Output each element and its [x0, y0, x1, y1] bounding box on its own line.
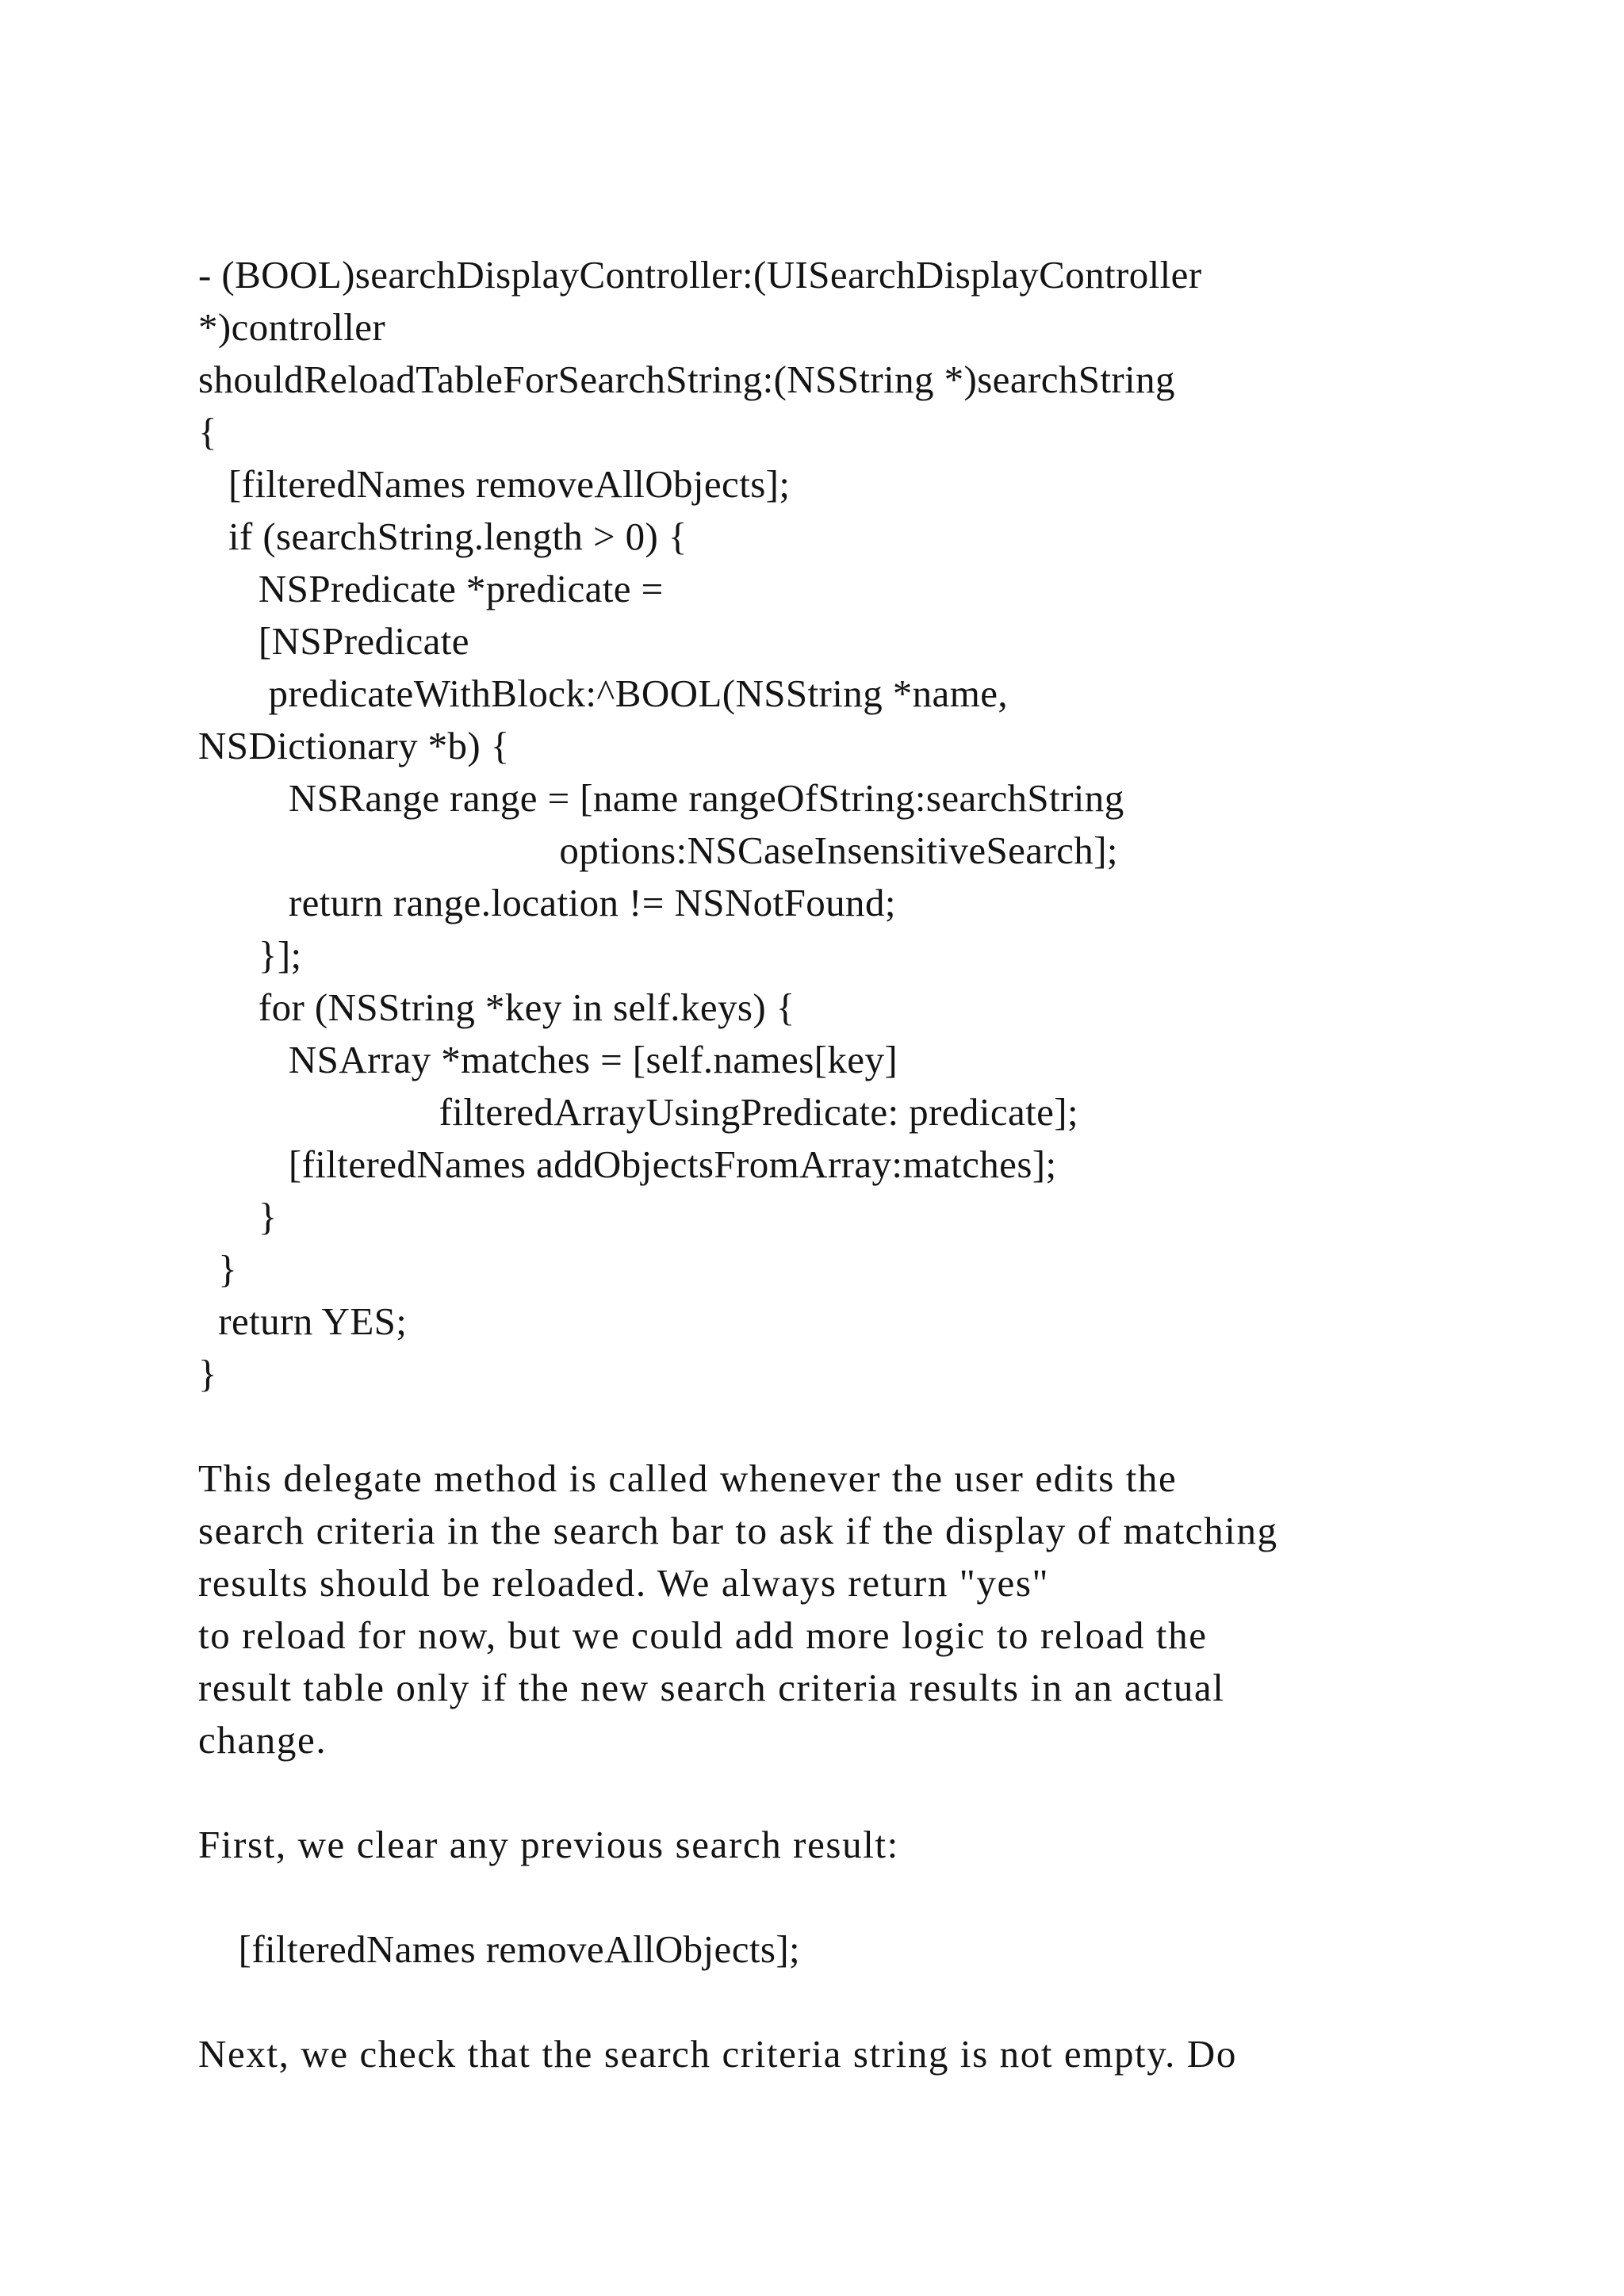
paragraph-line: search criteria in the search bar to ask if the display of matching — [198, 1509, 1278, 1552]
code-line: return range.location != NSNotFound; — [198, 881, 896, 924]
code-line: }]; — [198, 933, 302, 977]
paragraph-line: to reload for now, but we could add more logic to reload the — [198, 1613, 1208, 1657]
code-line: } — [198, 1195, 278, 1238]
paragraph-line: result table only if the new search criteria results in an actual — [198, 1666, 1225, 1709]
code-line: return YES; — [198, 1299, 408, 1343]
code-line: NSDictionary *b) { — [198, 724, 510, 767]
code-line: NSPredicate *predicate = — [198, 567, 664, 610]
code-line: for (NSString *key in self.keys) { — [198, 985, 795, 1029]
paragraph-line: This delegate method is called whenever the user edits the — [198, 1456, 1178, 1500]
code-line: [filteredNames removeAllObjects]; — [198, 462, 791, 506]
code-line: options:NSCaseInsensitiveSearch]; — [198, 828, 1118, 872]
paragraph-line: change. — [198, 1718, 327, 1762]
code-line: { — [198, 410, 217, 453]
code-line: predicateWithBlock:^BOOL(NSString *name, — [198, 672, 1009, 715]
code-line: *)controller — [198, 305, 386, 349]
code-snippet: [filteredNames removeAllObjects]; — [198, 1927, 801, 1971]
paragraph-line: results should be reloaded. We always return "yes" — [198, 1561, 1050, 1605]
paragraph-clear-results: First, we clear any previous search result: — [198, 1823, 899, 1866]
code-line: [NSPredicate — [198, 619, 469, 663]
code-line: - (BOOL)searchDisplayController:(UISearchDisplayController — [198, 253, 1202, 297]
code-line: NSRange range = [name rangeOfString:searchString — [198, 776, 1124, 820]
paragraph-check-criteria: Next, we check that the search criteria string is not empty. Do — [198, 2032, 1237, 2076]
code-line: [filteredNames addObjectsFromArray:matches]; — [198, 1142, 1057, 1186]
code-line: } — [198, 1247, 238, 1291]
code-line: filteredArrayUsingPredicate: predicate]; — [198, 1090, 1079, 1134]
code-line: } — [198, 1352, 217, 1395]
code-line: NSArray *matches = [self.names[key] — [198, 1038, 898, 1081]
code-line: shouldReloadTableForSearchString:(NSString *)searchString — [198, 358, 1175, 401]
code-line: if (searchString.length > 0) { — [198, 515, 688, 558]
